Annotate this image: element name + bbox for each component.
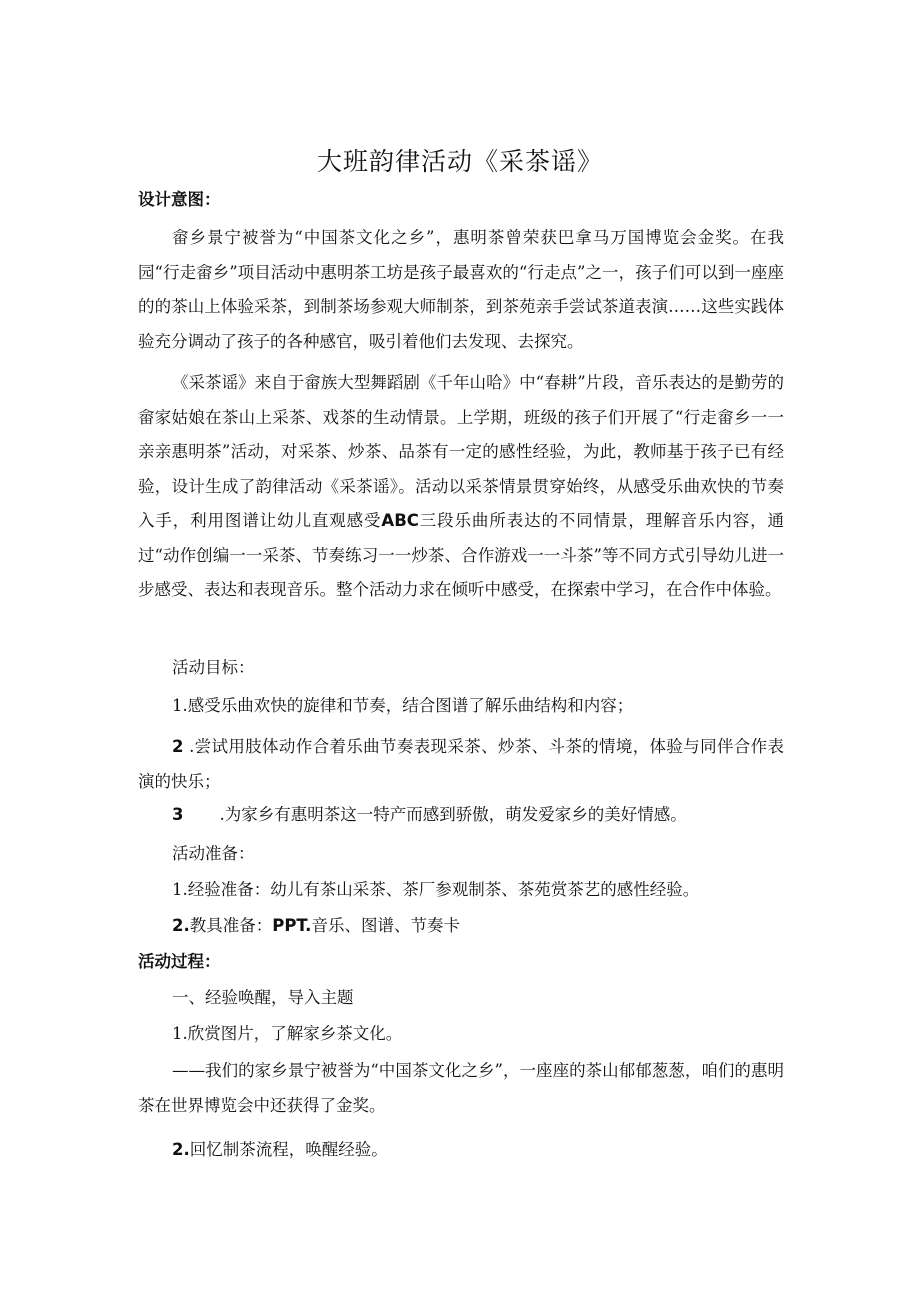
paragraph-2-text-b: 三段乐曲所表达的不同情景，理解音乐内容，通过“动作创编一一采茶、节奏练习一一炒茶、合作游戏一一斗茶”等不同方式引导幼儿进一步感受、表达和表现音乐。整个活动力求在倾听中感受，在探索中学习，在合作中体验。 (138, 511, 785, 599)
prep-item-2-text-a: 教具准备： (189, 916, 273, 935)
process-step-2-text: 回忆制茶流程，唤醒经验。 (189, 1140, 388, 1159)
goals-heading: 活动目标： (172, 658, 255, 677)
ppt-label: PPT. (272, 916, 312, 935)
process-step-1-detail: ——我们的家乡景宁被誉为“中国茶文化之乡”，一座座的茶山郁郁葱葱，咱们的惠明茶在世界博览会中还获得了金奖。 (138, 1061, 784, 1115)
prep-heading: 活动准备： (172, 844, 255, 863)
process-heading: 活动过程： (138, 952, 221, 971)
process-step-1: 1.欣赏图片，了解家乡茶文化。 (172, 1024, 403, 1043)
prep-item-2-number: 2. (172, 916, 190, 935)
design-intent-paragraph-1: 畲乡景宁被誉为“中国茶文化之乡”，惠明茶曾荣获巴拿马万国博览会金奖。在我园“行走畲乡”项目活动中惠明茶工坊是孩子最喜欢的“行走点”之一，孩子们可以到一座座的的茶山上体验采茶，到制茶场参观大师制茶，到茶苑亲手尝试茶道表演……这些实践体验充分调动了孩子的各种感官，吸引着他们去发现、去探究。 (138, 228, 784, 351)
goal-item-2-text: .尝试用肢体动作合着乐曲节奏表现采茶、炒茶、斗茶的情境，体验与同伴合作表演的快乐； (138, 737, 784, 791)
goal-item-3-number: 3 (172, 805, 184, 824)
design-intent-paragraph-2 (138, 366, 784, 608)
goal-item-1: 1.感受乐曲欢快的旋律和节奏，结合图谱了解乐曲结构和内容； (172, 696, 634, 715)
process-step-2-number: 2. (172, 1140, 190, 1159)
document-title: 大班韵律活动《采茶谣》 (316, 147, 603, 176)
goal-item-3 (172, 803, 784, 827)
process-section-1: 一、经验唤醒，导入主题 (172, 988, 354, 1007)
prep-item-1: 1.经验准备：幼儿有茶山采茶、茶厂参观制茶、茶苑赏茶艺的感性经验。 (172, 880, 700, 899)
paragraph-2-text-a: 《采茶谣》来自于畲族大型舞蹈剧《千年山哈》中“春耕”片段，音乐表达的是勤劳的畲家姑娘在茶山上采茶、戏茶的生动情景。上学期，班级的孩子们开展了“行走畲乡一一亲亲惠明茶”活动，对采茶、炒茶、品茶有一定的感性经验，为此，教师基于孩子已有经验，设计生成了韵律活动《采茶谣》。活动以采茶情景贯穿始终，从感受乐曲欢快的节奏入手，利用图谱让幼儿直观感受 (138, 373, 784, 530)
goal-item-2 (138, 730, 784, 799)
prep-item-2 (172, 914, 784, 938)
prep-item-2-text-b: 音乐、图谱、节奏卡 (311, 916, 460, 935)
abc-label: ABC (381, 511, 419, 530)
goal-item-2-number: 2 (172, 737, 184, 756)
goal-item-3-text: .为家乡有惠明茶这一特产而感到骄傲，萌发爱家乡的美好情感。 (219, 805, 687, 824)
design-intent-heading: 设计意图： (138, 190, 221, 209)
process-step-2 (172, 1138, 784, 1162)
